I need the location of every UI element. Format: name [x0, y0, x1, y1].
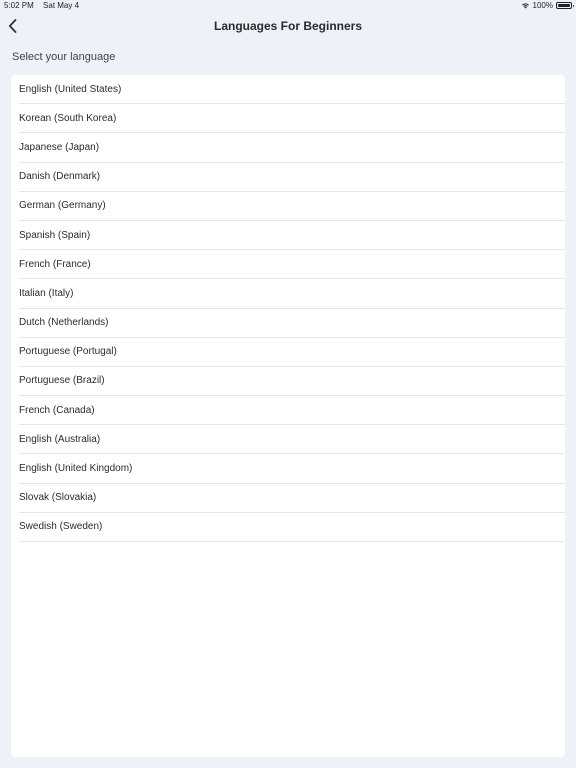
status-time: 5:02 PM — [4, 1, 34, 10]
section-header: Select your language — [12, 51, 116, 63]
language-list-item[interactable]: Portuguese (Portugal) — [19, 338, 565, 367]
page-title: Languages For Beginners — [213, 19, 363, 33]
language-list-item[interactable]: Japanese (Japan) — [19, 133, 565, 162]
navigation-bar — [0, 12, 576, 40]
status-right — [521, 1, 572, 10]
language-list-item[interactable]: German (Germany) — [19, 192, 565, 221]
language-list — [11, 75, 565, 542]
language-list-item[interactable]: Swedish (Sweden) — [19, 513, 565, 542]
language-list-item[interactable]: English (United Kingdom) — [19, 454, 565, 483]
language-list-item[interactable]: Korean (South Korea) — [19, 104, 565, 133]
language-list-item[interactable]: English (United States) — [19, 75, 565, 104]
language-list-item[interactable]: Slovak (Slovakia) — [19, 484, 565, 513]
language-list-item[interactable]: Italian (Italy) — [19, 279, 565, 308]
language-list-item[interactable]: Portuguese (Brazil) — [19, 367, 565, 396]
status-bar — [0, 0, 576, 12]
wifi-icon — [521, 2, 530, 9]
language-list-item[interactable]: Danish (Denmark) — [19, 163, 565, 192]
status-date: Sat May 4 — [43, 1, 80, 10]
language-list-card — [11, 75, 565, 757]
language-list-item[interactable]: French (France) — [19, 250, 565, 279]
language-list-item[interactable]: English (Australia) — [19, 425, 565, 454]
status-left — [4, 1, 79, 10]
battery-icon — [556, 2, 572, 9]
battery-percent: 100% — [532, 1, 553, 10]
language-list-item[interactable]: Spanish (Spain) — [19, 221, 565, 250]
language-list-item[interactable]: French (Canada) — [19, 396, 565, 425]
language-list-item[interactable]: Dutch (Netherlands) — [19, 309, 565, 338]
